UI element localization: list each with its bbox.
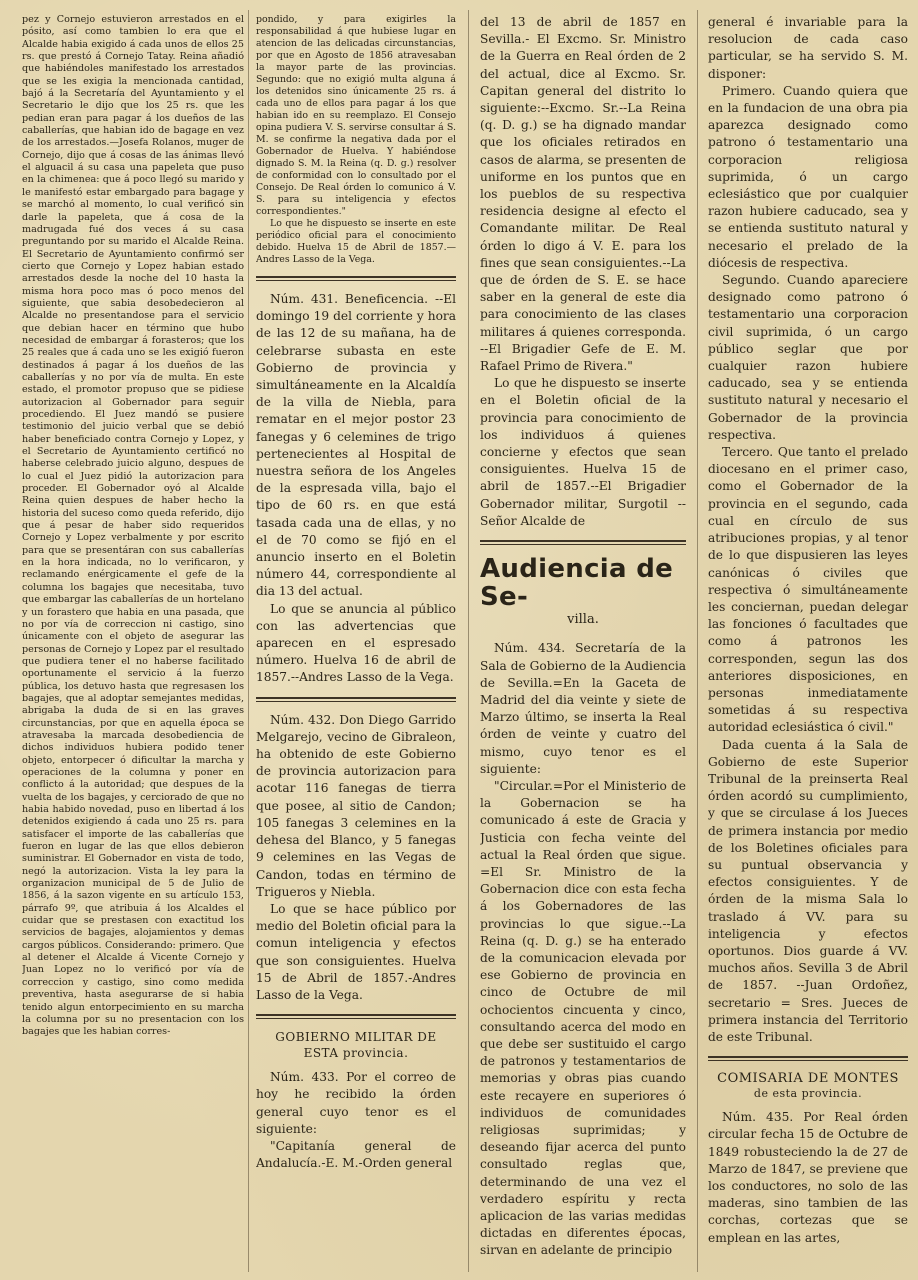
article-text: del 13 de abril de 1857 en Sevilla.- El Excmo. Sr. Ministro de la Guerra en Real órden de 2 del actual, dice al Excmo. Sr. Capitan general del distrito lo siguiente:--Excmo. Sr.--La Reina (q. D. g.) se ha dignado mandar que los oficiales retirados en casos de alarma, se presenten de uniforme en los puntos que en los pueblos de su respectiva residencia designe al efecto el Comandante militar. De Real órden lo digo á V. E. para los fines que sean consiguientes.--La que de órden de S. E. se hace saber en la general de este dia para conocimiento de las clases militares á quienes corresponda. --El Brigadier Gefe de E. M. Rafael Primo de Rivera." xyxy=(480,15,686,374)
section-separator xyxy=(256,1014,456,1019)
column-4 xyxy=(708,14,908,1276)
article-text: Primero. Cuando quiera que en la fundacion de una obra pia aparezca designado como patrono ó testamentario una corporacion religiosa suprimida, ó un cargo eclesiástico que por cualquier razon hubiere caducado, sea y se entienda sustituto natural y necesario el prelado de la diócesis de respectiva. xyxy=(708,83,908,270)
section-subheading-montes: de esta provincia. xyxy=(753,1087,863,1101)
notice-431-close: Lo que se anuncia al público con las advertencias que aparecen en el espresado número. Huelva 16 de abril de 1857.--Andres Lasso de la Vega. xyxy=(256,601,456,685)
notice-435: Núm. 435. Por Real órden circular fecha 15 de Octubre de 1849 robusteciendo la de 27 de Marzo de 1847, se previene que los conductores, no solo de las maderas, sino tambien de las corchas, cortezas que se emplean en las artes, xyxy=(708,1110,908,1245)
notice-433: Núm. 433. Por el correo de hoy he recibido la órden general cuyo tenor es el siguiente: xyxy=(256,1070,456,1136)
column-1 xyxy=(22,14,244,1276)
notice-432: Núm. 432. Don Diego Garrido Melgarejo, vecino de Gibraleon, ha obtenido de este Gobierno de provincia autorizacion para acotar 116 fanegas de tierra que posee, al sitio de Candon; 105 fanegas 3 celemines en la dehesa del Blanco, y 5 fanegas 9 celemines en las Vegas de Candon, todas en término de Trigueros y Niebla. xyxy=(256,712,456,899)
column-divider xyxy=(468,10,469,1272)
article-text: pondido, y para exigirles la responsabilidad á que hubiese lugar en atencion de las delicadas circunstancias, por que en Agosto de 1856 atravesaban la mayor parte de las provincias. Segundo: que no exigió multa alguna á los detenidos sino únicamente 25 rs. á cada uno de ellos para pagar á los que habian ido en su reemplazo. El Consejo opina pudiera V. S. servirse consultar á S. M. se confirme la negativa dada por el Gobernador de Huelva. Y habiéndose dignado S. M. la Reina (q. D. g.) resolver de conformidad con lo consultado por el Consejo. De Real órden lo comunico á V. S. para su inteligencia y efectos correspondientes." xyxy=(256,14,456,217)
notice-434: Núm. 434. Secretaría de la Sala de Gobierno de la Audiencia de Sevilla.=En la Gaceta de Madrid del dia veinte y siete de Marzo último, se inserta la Real órden de veinte y cuatro del mismo, cuyo tenor es el siguiente: xyxy=(480,641,686,776)
article-text: Tercero. Que tanto el prelado diocesano en el primer caso, como el Gobernador de la provincia en el segundo, cada cual en círculo de sus atribuciones propias, y al tenor de lo que dispusieren las leyes canónicas ó civiles que respectiva ó simultáneamente les conciernan, puedan delegar las fonciones ó facultades que como á patronos les corresponden, segun las dos anteriores disposiciones, en personas inmediatamente sometidas á su respectiva autoridad eclesiástica ó civil." xyxy=(708,445,908,735)
section-subheading-audiencia: villa. xyxy=(567,612,599,628)
section-separator xyxy=(256,276,456,281)
section-separator xyxy=(708,1056,908,1061)
article-text: Segundo. Cuando apareciere designado como patrono ó testamentario una corporacion civil suprimida, ó un cargo público seglar que por cualquier razon hubiere caducado, sea y se entienda sustituto natural y necesario el Gobernador de la provincia respectiva. xyxy=(708,273,908,442)
notice-434-body: "Circular.=Por el Ministerio de la Gobernacion se ha comunicado á este de Gracia y Justicia con fecha veinte del actual la Real órden que sigue. =El Sr. Ministro de la Gobernacion dice con esta fecha á los Gobernadores de las provincias lo que sigue.--La Reina (q. D. g.) se ha enterado de la comunicacion elevada por ese Gobierno de provincia en cinco de Octubre de mil ochocientos cincuenta y cinco, consultando acerca del modo en que debe ser sustituido el cargo de patronos y testamentarios de memorias y obras pias cuando este recayere en superiores ó individuos de comunidades religiosas suprimidas; y deseando fijar acerca del punto consultado reglas que, determinando de una vez el verdadero espíritu y recta aplicacion de las varias medidas dictadas en diferentes épocas, sirvan en adelante de principio xyxy=(480,778,686,1258)
article-text: Lo que he dispuesto se inserte en este periódico oficial para el conocimiento debido. Huelva 15 de Abril de 1857.—Andres Lasso de la Vega. xyxy=(256,218,456,265)
article-text: general é invariable para la resolucion de cada caso particular, se ha servido S. M. disponer: xyxy=(708,15,908,81)
column-2 xyxy=(256,14,456,1276)
article-text: Dada cuenta á la Sala de Gobierno de este Superior Tribunal de la preinserta Real órden acordó su cumplimiento, y que se circulase á los Jueces de primera instancia por medio de los Boletines oficiales para su puntual observancia y efectos consiguientes. Y de órden de la misma Sala lo traslado á VV. para su inteligencia y efectos oportunos. Dios guarde á VV. muchos años. Sevilla 3 de Abril de 1857. --Juan Ordoñez, secretario = Sres. Jueces de primera instancia del Territorio de este Tribunal. xyxy=(708,737,908,1044)
section-separator xyxy=(256,697,456,702)
section-heading-audiencia: Audiencia de Se- xyxy=(480,554,674,613)
notice-432-close: Lo que se hace público por medio del Boletin oficial para la comun inteligencia y efectos que son consiguientes. Huelva 15 de Abril de 1857.-Andres Lasso de la Vega. xyxy=(256,901,456,1002)
section-separator xyxy=(480,540,686,545)
article-text: pez y Cornejo estuvieron arrestados en el pósito, así como tambien lo era que el Alcalde habia exigido á cada unos de ellos 25 rs. que prestó á Cornejo Tatay. Reina añadió que habiéndoles manifestado los arrestados que se les exigia la mencionada cantidad, bajó á la Secretaría del Ayuntamiento y el Secretario le dijo que los 25 rs. que les pedian eran para pagar á los dueños de las caballerías, que habian ido de bagage en vez de los arrestados.—Josefa Rolanos, muger de Cornejo, dijo que á cosas de las ánimas llevó el alguacil á su casa una papeleta que puso en la chimenea: que á poco llegó su marido y le manifestó estar embargado para bagage y se marchó al momento, lo cual verificó sin darle la papeleta, que á cosa de la madrugada fué dos veces á su casa preguntando por su marido el Alcalde Reina. El Secretario de Ayuntamiento confirmó ser cierto que Cornejo y Lopez habian estado arrestados desde la noche del 10 hasta la misma hora poco mas ó poco menos del siguiente, que sabia desobedecieron al Alcalde no presentandose para el servicio que debian hacer en término que hubo necesidad de embargar á forasteros; que los 25 reales que á cada uno se les exigió fueron destinados á pagar á los dueños de las caballerías y no por vía de multa. En este estado, el promotor propuso que se pidiese autorizacion al Gobernador para seguir procediendo. El Juez mandó se pusiere testimonio del juicio verbal que se debió haber beneficiado contra Cornejo y Lopez, y el Secretario de Ayuntamiento certificó no haberse celebrado juicio alguno, despues de lo cual el Juez pidió la autorizacion para proceder. El Gobernador oyó al Alcalde Reina quien despues de haber hecho la historia del suceso como queda referido, dijo que á pesar de haber sido requeridos Cornejo y Lopez verbalmente y por escrito para que se presentáran con sus caballerías en la hora indicada, no lo verificaron, y reclamando enérgicamente el gefe de la columna los bagajes que necesitaba, tuvo que embargar las caballerías de un hortelano y un forastero que habia en una pasada, que no por vía de correccion ni castigo, sino únicamente con el objeto de asegurar las personas de Cornejo y Lopez par el resultado que pudiera tener el no haberse facilitado oportunamente el servicio á la fuerzo pública, los detuvo hasta que regresasen los bagajes, que al adoptar semejantes medidas, abrigaba la duda de si en las graves circunstancias, por que en aquella época se atravesaba la marcada desobediencia de dichos individuos hubiera podido tener objeto, entorpecer ó dificultar la marcha y operaciones de la columna y poner en conflicto á la autoridad; que despues de la vuelta de los bagajes, y cerciorado de que no habia habido novedad, puso en libertad á los detenidos exigiendo á cada uno 25 rs. para satisfacer el importe de las caballerías que fueron en lugar de las que ellos debieron suministrar. El Gobernador en vista de todo, negó la autorizacion. Vista la ley para la organizacion municipal de 5 de Julio de 1856, á la sazon vigente en su artículo 153, párrafo 9º, que atribuia á los Alcaldes el cuidar que se prestasen con exactitud los servicios de bagajes, alojamientos y demas cargos públicos. Considerando: primero. Que al detener el Alcalde á Vicente Cornejo y Juan Lopez no lo verificó por vía de correccion y castigo, sino como medida preventiva, hasta asegurarse de si habia tenido algun entorpecimiento en su marcha la columna por su no presentacion con los bagajes que les habian corres- xyxy=(22,14,244,1038)
column-divider xyxy=(697,10,698,1272)
notice-431: Núm. 431. Beneficencia. --El domingo 19 del corriente y hora de las 12 de su mañana, ha de celebrarse subasta en este Gobierno de provincia y simultáneamente en la Alcaldía de la villa de Niebla, para rematar en el mejor postor 23 fanegas y 6 celemines de trigo pertenecientes al Hospital de nuestra señora de los Angeles de la espresada villa, bajo el tipo de 60 rs. en que está tasada cada una de ellas, y no el de 70 como se fijó en el anuncio inserto en el Boletin número 44, correspondiente al dia 13 del actual. xyxy=(256,292,456,599)
column-divider xyxy=(248,10,249,1272)
notice-433-quote: "Capitanía general de Andalucía.-E. M.-Orden general xyxy=(256,1138,456,1171)
column-3 xyxy=(480,14,686,1276)
section-heading-gobierno-militar: GOBIERNO MILITAR DE ESTA provincia. xyxy=(275,1030,437,1061)
section-heading-comisaria-montes: COMISARIA DE MONTES xyxy=(717,1071,899,1087)
article-text: Lo que he dispuesto se inserte en el Boletin oficial de la provincia para conocimiento de los individuos á quienes concierne y efectos que sean consiguientes. Huelva 15 de abril de 1857.--El Brigadier Gobernador militar, Surgotil --Señor Alcalde de xyxy=(480,376,686,528)
